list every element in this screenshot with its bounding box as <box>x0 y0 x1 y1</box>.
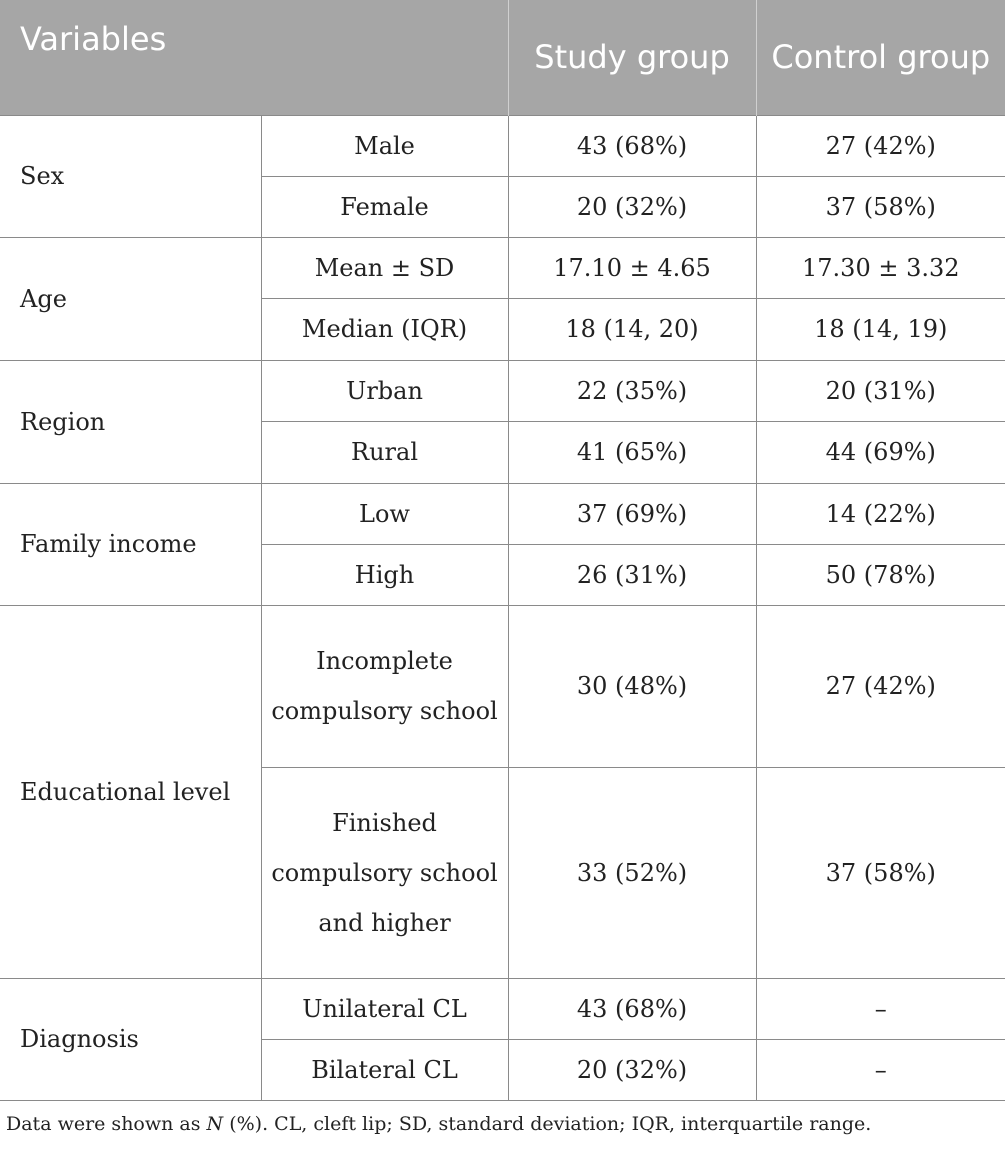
footnote-n-symbol: N <box>206 1113 224 1135</box>
category-cell: Unilateral CL <box>261 978 508 1039</box>
table-row <box>0 605 1005 767</box>
study-value: 33 (52%) <box>508 767 756 978</box>
category-cell: Urban <box>261 360 508 421</box>
variable-sex: Sex <box>0 115 261 237</box>
control-value: 37 (58%) <box>756 176 1005 237</box>
category-cell: Median (IQR) <box>261 298 508 360</box>
study-value: 17.10 ± 4.65 <box>508 237 756 298</box>
category-cell: Female <box>261 176 508 237</box>
table-row <box>0 237 1005 298</box>
control-value: 14 (22%) <box>756 483 1005 544</box>
header-study-group: Study group <box>508 0 756 115</box>
category-cell: Male <box>261 115 508 176</box>
variable-region: Region <box>0 360 261 483</box>
footnote-suffix: (%). CL, cleft lip; SD, standard deviation; IQR, interquartile range. <box>223 1113 872 1135</box>
variable-educational-level: Educational level <box>0 605 261 978</box>
control-value: 18 (14, 19) <box>756 298 1005 360</box>
variable-age: Age <box>0 237 261 360</box>
header-variables: Variables <box>0 0 508 115</box>
control-value: 27 (42%) <box>756 115 1005 176</box>
header-control-group: Control group <box>756 0 1005 115</box>
study-value: 20 (32%) <box>508 176 756 237</box>
study-value: 20 (32%) <box>508 1039 756 1100</box>
study-value: 37 (69%) <box>508 483 756 544</box>
control-value: 50 (78%) <box>756 544 1005 605</box>
control-value: – <box>756 1039 1005 1100</box>
category-cell: Low <box>261 483 508 544</box>
table-row <box>0 978 1005 1039</box>
study-value: 43 (68%) <box>508 978 756 1039</box>
category-cell: Finished compulsory school and higher <box>261 767 508 978</box>
category-cell: Mean ± SD <box>261 237 508 298</box>
category-cell: Rural <box>261 421 508 483</box>
category-cell: Bilateral CL <box>261 1039 508 1100</box>
study-value: 41 (65%) <box>508 421 756 483</box>
study-value: 22 (35%) <box>508 360 756 421</box>
table-row <box>0 483 1005 544</box>
variable-diagnosis: Diagnosis <box>0 978 261 1100</box>
table-footnote <box>6 1113 871 1135</box>
category-cell: High <box>261 544 508 605</box>
footnote-prefix: Data were shown as <box>6 1113 207 1135</box>
header-row <box>0 0 1005 115</box>
control-value: 17.30 ± 3.32 <box>756 237 1005 298</box>
study-value: 43 (68%) <box>508 115 756 176</box>
control-value: – <box>756 978 1005 1039</box>
control-value: 37 (58%) <box>756 767 1005 978</box>
control-value: 44 (69%) <box>756 421 1005 483</box>
study-value: 30 (48%) <box>508 605 756 767</box>
category-cell: Incomplete compulsory school <box>261 605 508 767</box>
study-value: 26 (31%) <box>508 544 756 605</box>
study-value: 18 (14, 20) <box>508 298 756 360</box>
table-row <box>0 360 1005 421</box>
variable-family-income: Family income <box>0 483 261 605</box>
control-value: 27 (42%) <box>756 605 1005 767</box>
control-value: 20 (31%) <box>756 360 1005 421</box>
table-row <box>0 115 1005 176</box>
